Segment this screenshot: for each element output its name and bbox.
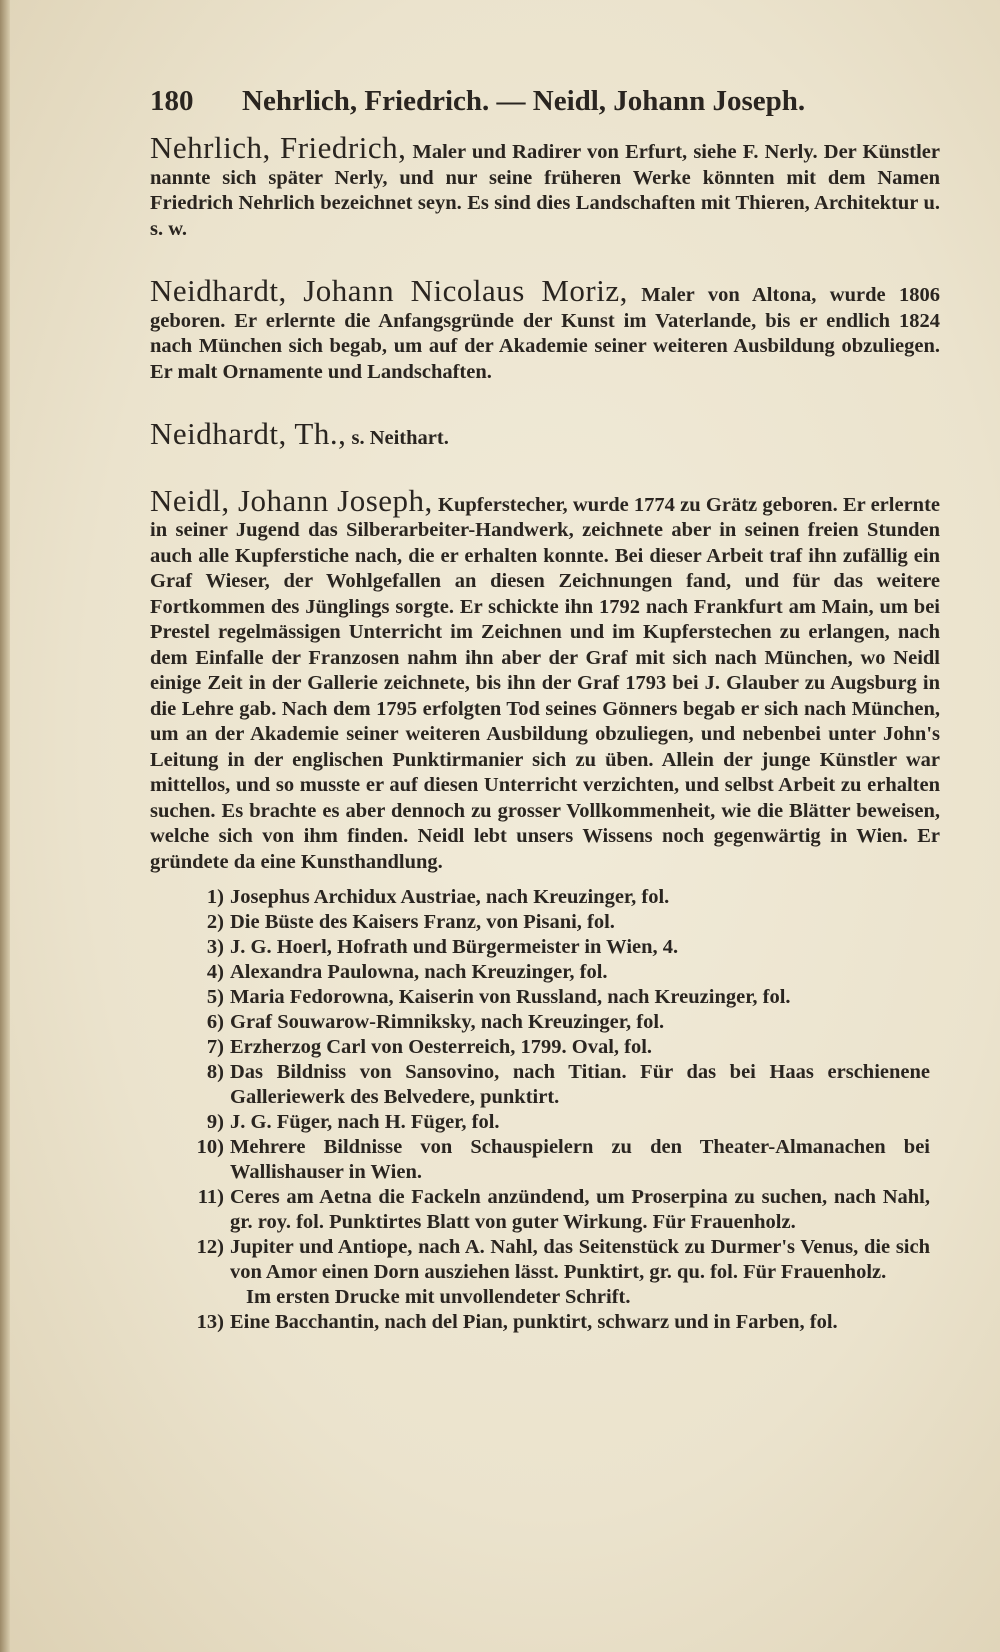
item-number: 6) xyxy=(206,1011,224,1033)
entry-heading: Neidhardt, Th., xyxy=(150,416,347,451)
item-text: Die Büste des Kaisers Franz, von Pisani, fol. xyxy=(230,911,615,933)
item-text: Ceres am Aetna die Fackeln anzündend, um Proserpina zu suchen, nach Nahl, gr. roy. fol. Punktirtes Blatt von guter Wirkung. Für Frauenholz. xyxy=(230,1186,930,1233)
entry-heading: Neidhardt, Johann Nicolaus Moriz, xyxy=(150,273,628,308)
item-text: J. G. Füger, nach H. Füger, fol. xyxy=(230,1111,500,1133)
item-text: Graf Souwarow-Rimniksky, nach Kreuzinger, fol. xyxy=(230,1011,665,1033)
list-item xyxy=(197,1185,930,1235)
item-text: Erzherzog Carl von Oesterreich, 1799. Oval, fol. xyxy=(230,1036,653,1058)
item-number: 5) xyxy=(206,986,224,1008)
page-edge-shadow xyxy=(0,0,10,1652)
entry-text: Maler und Radirer von Erfurt, siehe F. Nerly. Der Künstler nannte sich später Nerly, und nur seine früheren Werke könnten mit dem Namen Friedrich Nehrlich bezeichnet seyn. Es sind dies Landschaften mit Thieren, Architektur u. s. w. xyxy=(150,141,941,240)
item-text: Mehrere Bildnisse von Schauspielern zu den Theater-Almanachen bei Wallishauser in Wien. xyxy=(230,1136,930,1183)
item-number: 9) xyxy=(206,1111,224,1133)
item-number: 8) xyxy=(206,1061,224,1083)
entry-neidhardt-th xyxy=(150,416,940,452)
entry-text: Kupferstecher, wurde 1774 zu Grätz geboren. Er erlernte in seiner Jugend das Silberarbeiter-Handwerk, zeichnete aber in seinen freien Stunden auch alle Kupferstiche nach, die er erhalten konnte. Bei dieser Arbeit traf ihn zufällig ein Graf Wieser, der Wohlgefallen an diesen Zeichnungen fand, und für das weitere Fortkommen des Jünglings sorgte. Er schickte ihn 1792 nach Frankfurt am Main, um bei Prestel regelmässigen Unterricht im Zeichnen und im Kupferstechen zu erlangen, nach dem Einfalle der Franzosen nahm ihn aber der Graf mit sich nach München, wo Neidl einige Zeit in der Gallerie zeichnete, bis ihn der Graf 1793 bei J. Glauber zu Augsburg in die Lehre gab. Nach dem 1795 erfolgten Tod seines Gönners begab er sich nach München, um an der Akademie seiner weiteren Ausbildung obzuliegen, und nebenbei unter John's Leitung in der englischen Punktirmanier sich zu üben. Allein der junge Künstler war mittellos, und so musste er auf diesen Unterricht verzichten, und selbst Arbeit zu erhalten suchen. Es brachte es aber dennoch zu grosser Vollkommenheit, wie die Blätter beweisen, welche sich von ihm finden. Neidl lebt unsers Wissens noch gegenwärtig in Wien. Er gründete da eine Kunsthandlung. xyxy=(150,493,940,873)
item-number: 13) xyxy=(196,1311,224,1333)
item-number: 4) xyxy=(206,961,224,983)
list-item xyxy=(196,1135,930,1185)
entry-heading: Neidl, Johann Joseph, xyxy=(150,482,433,518)
works-list xyxy=(150,885,940,1335)
list-item xyxy=(206,1060,930,1110)
list-item xyxy=(196,1235,930,1310)
item-number: 2) xyxy=(206,911,224,933)
list-item xyxy=(196,1310,930,1335)
running-head xyxy=(150,85,910,118)
item-number: 11) xyxy=(197,1186,224,1208)
item-note: Im ersten Drucke mit unvollendeter Schrift. xyxy=(246,1286,631,1308)
list-item xyxy=(206,1110,930,1135)
list-item xyxy=(206,1010,930,1035)
entry-nehrlich xyxy=(150,130,941,242)
page-body xyxy=(150,130,941,1335)
list-item xyxy=(206,985,930,1010)
entry-text: Maler von Altona, wurde 1806 geboren. Er erlernte die Anfangsgründe der Kunst im Vaterlande, bis er endlich 1824 nach München sich begab, um auf der Akademie seiner weiteren Ausbildung obzuliegen. Er malt Ornamente und Landschaften. xyxy=(150,284,940,383)
running-title: Nehrlich, Friedrich. — Neidl, Johann Joseph. xyxy=(242,85,806,117)
item-number: 7) xyxy=(206,1036,224,1058)
list-item xyxy=(206,935,930,960)
list-item xyxy=(206,1035,930,1060)
item-number: 1) xyxy=(206,886,224,908)
item-text: Eine Bacchantin, nach del Pian, punktirt, schwarz und in Farben, fol. xyxy=(230,1311,838,1333)
item-number: 12) xyxy=(196,1236,224,1258)
item-text: Jupiter und Antiope, nach A. Nahl, das Seitenstück zu Durmer's Venus, die sich von Amor einen Dorn ausziehen lässt. Punktirt, gr. qu. fol. Für Frauenholz. xyxy=(230,1236,930,1283)
list-item xyxy=(206,885,930,910)
item-text: Josephus Archidux Austriae, nach Kreuzinger, fol. xyxy=(230,886,670,908)
item-text: Alexandra Paulowna, nach Kreuzinger, fol. xyxy=(230,961,608,983)
list-item xyxy=(206,910,930,935)
item-text: Das Bildniss von Sansovino, nach Titian. Für das bei Haas erschienene Galleriewerk des Belvedere, punktirt. xyxy=(230,1061,930,1108)
entry-neidl xyxy=(150,482,940,876)
list-item xyxy=(206,960,930,985)
item-number: 10) xyxy=(196,1136,224,1158)
page-number: 180 xyxy=(150,85,194,117)
entry-neidhardt-johann xyxy=(150,273,940,385)
item-number: 3) xyxy=(206,936,224,958)
entry-heading: Nehrlich, Friedrich, xyxy=(150,130,407,165)
item-text: Maria Fedorowna, Kaiserin von Russland, nach Kreuzinger, fol. xyxy=(230,986,791,1008)
entry-text: s. Neithart. xyxy=(351,427,449,449)
item-text: J. G. Hoerl, Hofrath und Bürgermeister in Wien, 4. xyxy=(230,936,679,958)
